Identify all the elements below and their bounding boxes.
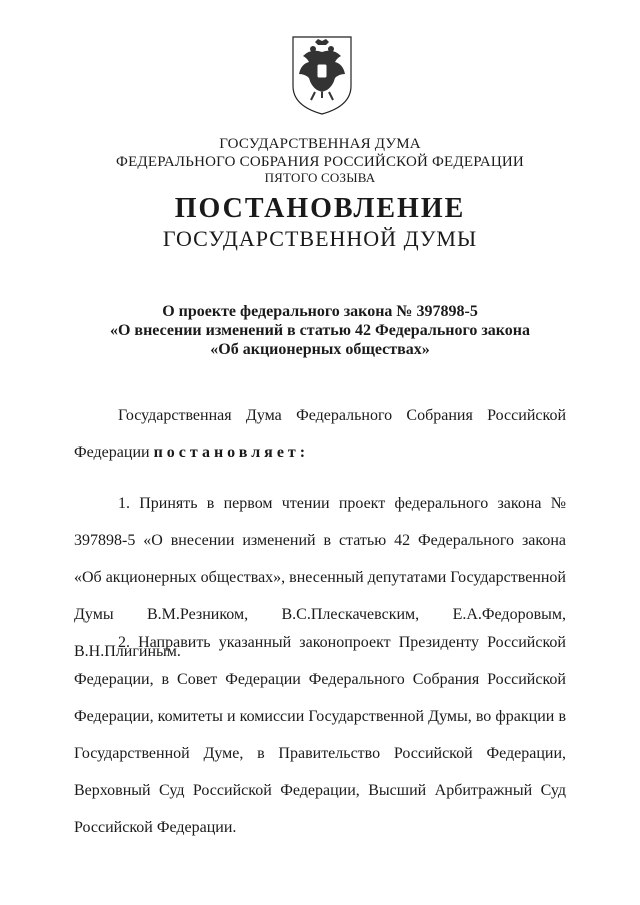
intro-text: Государственная Дума Федерального Собрания Российской Федерации <box>74 407 566 461</box>
document-subtitle: ГОСУДАРСТВЕННОЙ ДУМЫ <box>162 226 478 251</box>
resolution-item-1: 1. Принять в первом чтении проект федерального закона № 397898-5 «О внесении изменений в статью 42 Федерального закона «Об акционерных обществах», внесенный депутатами Государственной Думы В.М.Резником, В.С.Плескачевским, Е.А.Федоровым, В.Н.Плигиным. <box>74 495 566 660</box>
resolution-item-2: 2. Направить указанный законопроект Президенту Российской Федерации, в Совет Федерации Федерального Собрания Российской Федерации, комитеты и комиссии Государственной Думы, во фракции в Государственной Думе, в Правительство Российской Федерации, Верховный Суд Российской Федерации, Высший Арбитражный Суд Российской Федерации. <box>74 634 566 836</box>
resolution-intro <box>74 397 566 471</box>
subject-line-1: О проекте федерального закона № 397898-5 <box>162 303 478 320</box>
header-line-3: ПЯТОГО СОЗЫВА <box>264 170 376 185</box>
coat-of-arms-emblem <box>289 34 355 116</box>
header-line-2: ФЕДЕРАЛЬНОГО СОБРАНИЯ РОССИЙСКОЙ ФЕДЕРАЦИИ <box>116 154 524 170</box>
double-headed-eagle-coat-of-arms-icon <box>289 34 355 116</box>
subject-line-3: «Об акционерных обществах» <box>210 341 430 358</box>
document-title: ПОСТАНОВЛЕНИЕ <box>174 193 466 224</box>
intro-emphasis: постановляет: <box>153 444 310 461</box>
subject-line-2: «О внесении изменений в статью 42 Федерального закона <box>109 322 531 339</box>
header-line-1: ГОСУДАРСТВЕННАЯ ДУМА <box>219 136 421 152</box>
